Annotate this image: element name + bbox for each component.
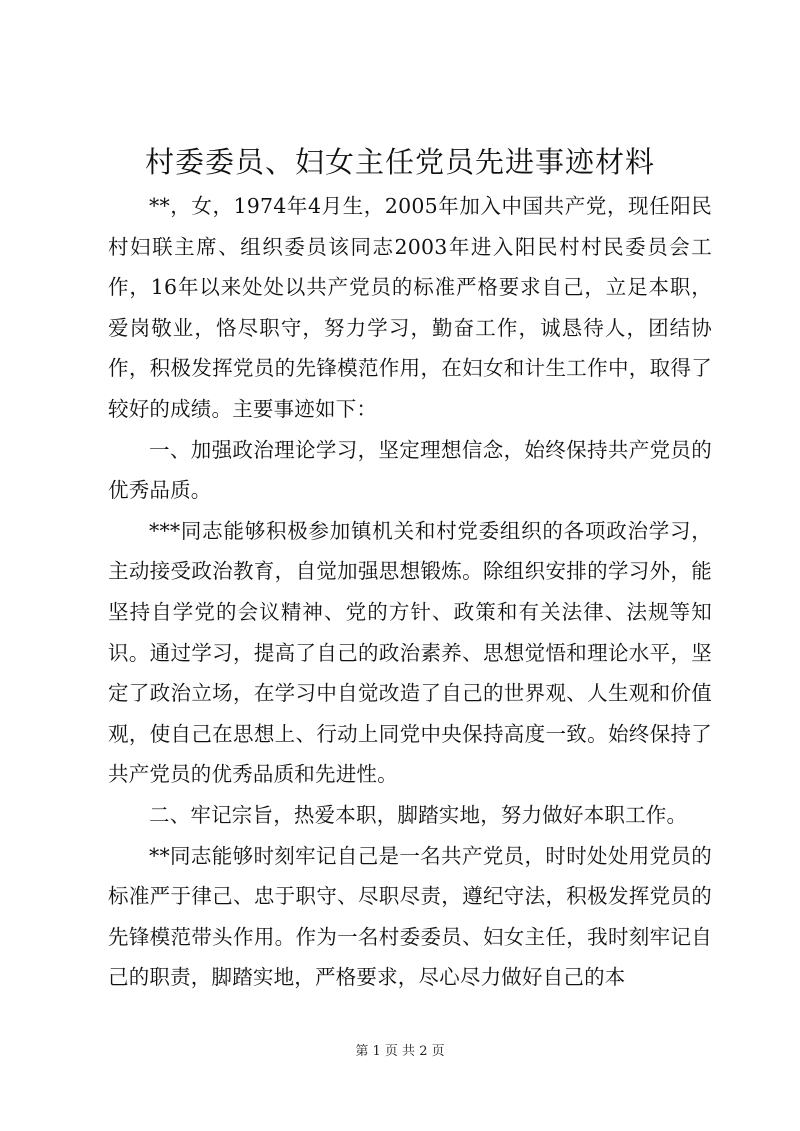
section-heading-2: 二、牢记宗旨，热爱本职，脚踏实地，努力做好本职工作。 <box>149 802 688 827</box>
paragraph-political-study: ***同志能够积极参加镇机关和村党委组织的各项政治学习，主动接受政治教育，自觉加强思想锻炼。除组织安排的学习外，能坚持自学党的会议精神、党的方针、政策和有关法律、法规等知识。通过学习，提高了自己的政治素养、思想觉悟和理论水平，坚定了政治立场，在学习中自觉改造了自己的世界观、人生观和价值观，使自己在思想上、行动上同党中央保持高度一致。始终保持了共产党员的优秀品质和先进性。 <box>108 518 712 787</box>
paragraph-intro: **，女，1974年4月生，2005年加入中国共产党，现任阳民村妇联主席、组织委员该同志2003年进入阳民村村民委员会工作，16年以来处处以共产党员的标准严格要求自己，立足本职，爱岗敬业，恪尽职守，努力学习，勤奋工作，诚恳待人，团结协作，积极发挥党员的先锋模范作用，在妇女和计生工作中，取得了较好的成绩。主要事迹如下： <box>108 194 712 421</box>
document-title: 村委委员、妇女主任党员先进事迹材料 <box>144 145 655 179</box>
section-heading-1: 一、加强政治理论学习，坚定理想信念，始终保持共产党员的优秀品质。 <box>108 437 712 503</box>
document-body <box>108 186 712 998</box>
paragraph-duty: **同志能够时刻牢记自己是一名共产党员，时时处处用党员的标准严于律己、忠于职守、尽职尽责，遵纪守法，积极发挥党员的先锋模范带头作用。作为一名村委委员、妇女主任，我时刻牢记自己的职责，脚踏实地，严格要求，尽心尽力做好自己的本 <box>108 843 712 990</box>
page-number-footer: 第 1 页 共 2 页 <box>355 1044 445 1059</box>
